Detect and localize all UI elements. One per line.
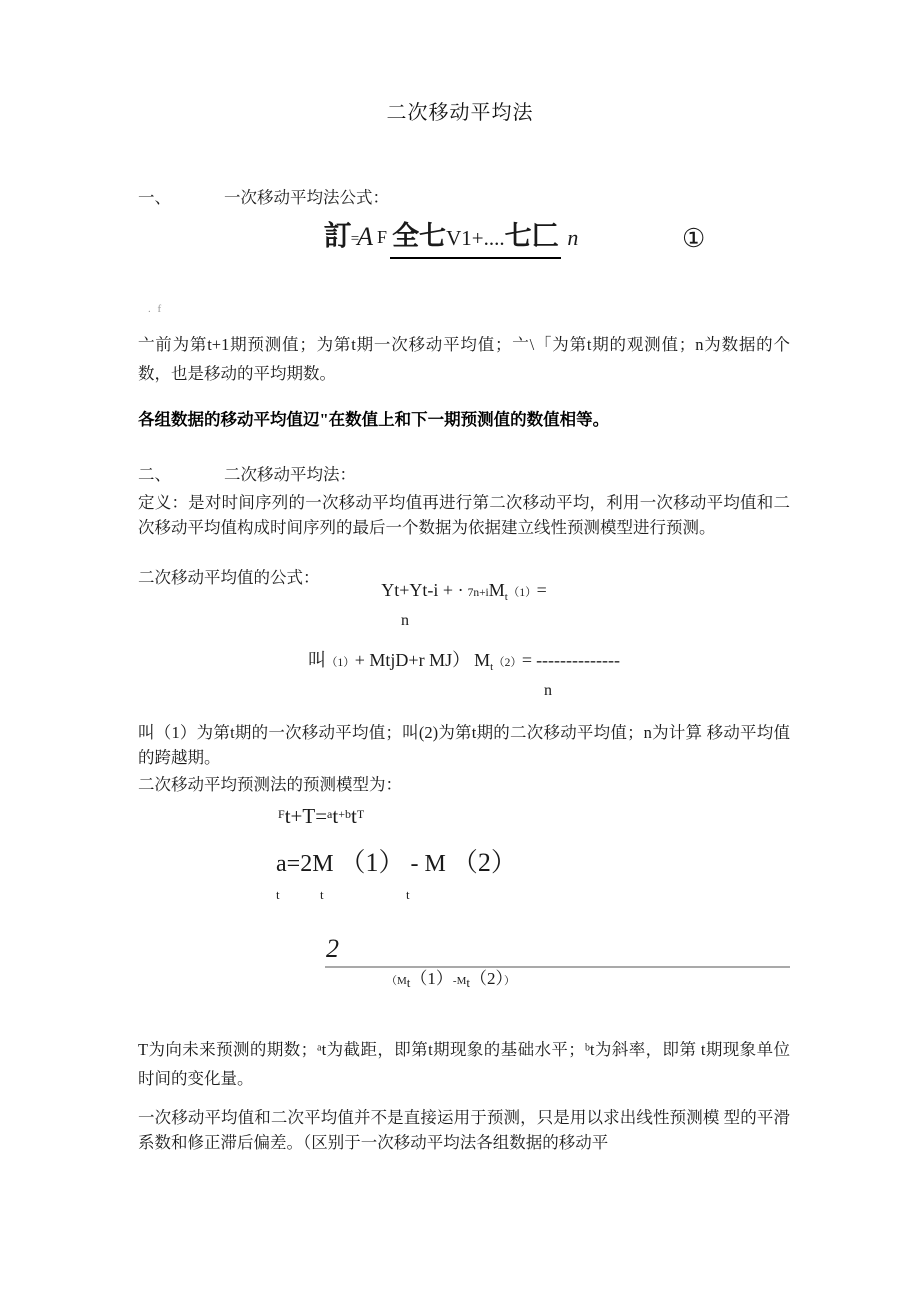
section-two-heading bbox=[138, 462, 790, 488]
formula-two-equals: = bbox=[536, 580, 547, 600]
formula-three-dashes: -------------- bbox=[536, 650, 620, 670]
formula-six-numerator: 2 bbox=[326, 934, 339, 963]
formula-one-numerator-cjk-1: 全七 bbox=[392, 221, 447, 251]
formula-one-numerator-latin: V1+.... bbox=[446, 226, 505, 250]
formula-six-denominator-close: ） bbox=[503, 975, 515, 987]
formula-three-equals: = bbox=[521, 650, 533, 670]
formula-three-numerator-body: + MtjD+r MJ） bbox=[354, 650, 471, 670]
formula-three-expression bbox=[308, 648, 620, 703]
formula-two-symbol-sub: t bbox=[504, 591, 508, 603]
section-one-explanation: 亠前为第t+1期预测值；为第t期一次移动平均值；亠\「为第t期的观测值；n为数据的个数，也是移动的平均期数。 bbox=[138, 335, 790, 383]
formula-four-a-sub: t bbox=[332, 804, 339, 828]
formula-three-top bbox=[308, 648, 620, 679]
formula-one-numerator bbox=[390, 218, 561, 259]
formula-five-sub-m1: t bbox=[320, 887, 324, 902]
formula-five-sub-a: t bbox=[276, 887, 280, 902]
section-two-heading-text: 二次移动平均法： bbox=[224, 465, 356, 484]
section-two-model-lead-in: 二次移动平均预测法的预测模型为： bbox=[138, 775, 402, 794]
page-title: 二次移动平均法 bbox=[386, 102, 534, 124]
formula-two-top bbox=[381, 578, 546, 609]
formula-four-plus: + bbox=[338, 807, 345, 821]
formula-six-denominator-index-1: （1） bbox=[410, 969, 453, 988]
formula-six-fraction-rule bbox=[325, 966, 790, 968]
section-two-parameter-explanation: T为向未来预测的期数；ᵃt为截距，即第t期现象的基础水平；ᵇt为斜率，即第 t期现象单位时间的变化量。 bbox=[138, 1040, 790, 1088]
formula-two-numerator-tail: 7n+i bbox=[467, 587, 489, 599]
formula-five bbox=[138, 848, 790, 909]
scan-artifact: . f bbox=[148, 303, 164, 315]
formula-four bbox=[138, 803, 790, 830]
formula-five-index-2: （2） bbox=[451, 848, 517, 877]
section-two-number: 二、 bbox=[138, 465, 171, 484]
formula-five-index-1: （1） bbox=[339, 848, 405, 877]
formula-three-numerator-index: （1） bbox=[326, 657, 355, 669]
formula-one-equals: = bbox=[350, 231, 358, 247]
formula-four-a: a bbox=[327, 807, 333, 821]
formula-three-denominator: n bbox=[544, 682, 552, 699]
formula-two-symbol-index: （1） bbox=[507, 587, 537, 599]
formula-six-denominator-open: （M bbox=[386, 975, 407, 987]
formula-four-t: T bbox=[356, 807, 365, 821]
section-two-explanation: 叫（1）为第t期的一次移动平均值；叫(2)为第t期的二次移动平均值；n为计算 移动平均值的跨越期。 bbox=[138, 723, 790, 767]
formula-four-equals: = bbox=[315, 804, 328, 828]
formula-three-numerator-lead: 叫 bbox=[308, 650, 327, 670]
section-one-heading-text: 一次移动平均法公式： bbox=[224, 188, 389, 207]
formula-one-a: A bbox=[357, 222, 374, 251]
formula-one-expression bbox=[324, 218, 605, 259]
formula-two-expression bbox=[381, 578, 546, 633]
formula-three bbox=[138, 648, 790, 703]
section-one-number: 一、 bbox=[138, 188, 171, 207]
formula-four-b: b bbox=[345, 807, 351, 821]
formula-four-f: F bbox=[278, 807, 285, 821]
section-two-closing: 一次移动平均值和二次平均值并不是直接运用于预测，只是用以求出线性预测模 型的平滑系数和修正滞后偏差。（区别于一次移动平均法各组数据的移动平 bbox=[138, 1108, 790, 1152]
formula-six-denominator bbox=[386, 970, 515, 992]
formula-six-denominator-sub-2: t bbox=[466, 975, 470, 990]
formula-five-main bbox=[276, 848, 790, 879]
formula-four-b-sub: t bbox=[351, 804, 357, 828]
formula-one-tag: ① bbox=[682, 224, 706, 253]
formula-four-f-sub: t+T bbox=[284, 804, 316, 828]
formula-five-sub-m2: t bbox=[406, 887, 410, 902]
formula-one-denominator: n bbox=[567, 225, 579, 250]
formula-one-lead: 訂 bbox=[323, 221, 351, 252]
formula-six-denominator-index-2: （2） bbox=[469, 969, 504, 988]
formula-two bbox=[138, 578, 790, 633]
section-one-heading bbox=[138, 185, 790, 211]
formula-two-denominator: n bbox=[401, 612, 409, 629]
formula-two-numerator: Yt+Yt-i + · bbox=[381, 580, 464, 600]
formula-five-a: a=2M bbox=[276, 851, 334, 877]
section-two-formula-lead-in: 二次移动平均值的公式： bbox=[138, 568, 320, 587]
formula-three-symbol: M bbox=[474, 650, 491, 670]
formula-five-subscripts bbox=[276, 880, 790, 910]
formula-five-minus: - M bbox=[410, 851, 446, 877]
formula-six-denominator-sub-1: t bbox=[406, 975, 411, 990]
formula-one-numerator-cjk-2: 七匚 bbox=[504, 221, 559, 251]
formula-six-denominator-minus: -M bbox=[452, 975, 467, 987]
formula-two-symbol: M bbox=[488, 580, 505, 600]
formula-one-f: F bbox=[377, 227, 388, 247]
section-two-definition: 定义：是对时间序列的一次移动平均值再进行第二次移动平均，利用一次移动平均值和二次移动平均值构成时间序列的最后一个数据为依据建立线性预测模型进行预测。 bbox=[138, 493, 790, 537]
section-one-emphasis: 各组数据的移动平均值辺"在数值上和下一期预测值的数值相等。 bbox=[138, 410, 610, 429]
formula-three-symbol-sub: t bbox=[490, 661, 494, 673]
formula-one bbox=[138, 218, 790, 259]
formula-three-symbol-index: （2） bbox=[493, 657, 522, 669]
